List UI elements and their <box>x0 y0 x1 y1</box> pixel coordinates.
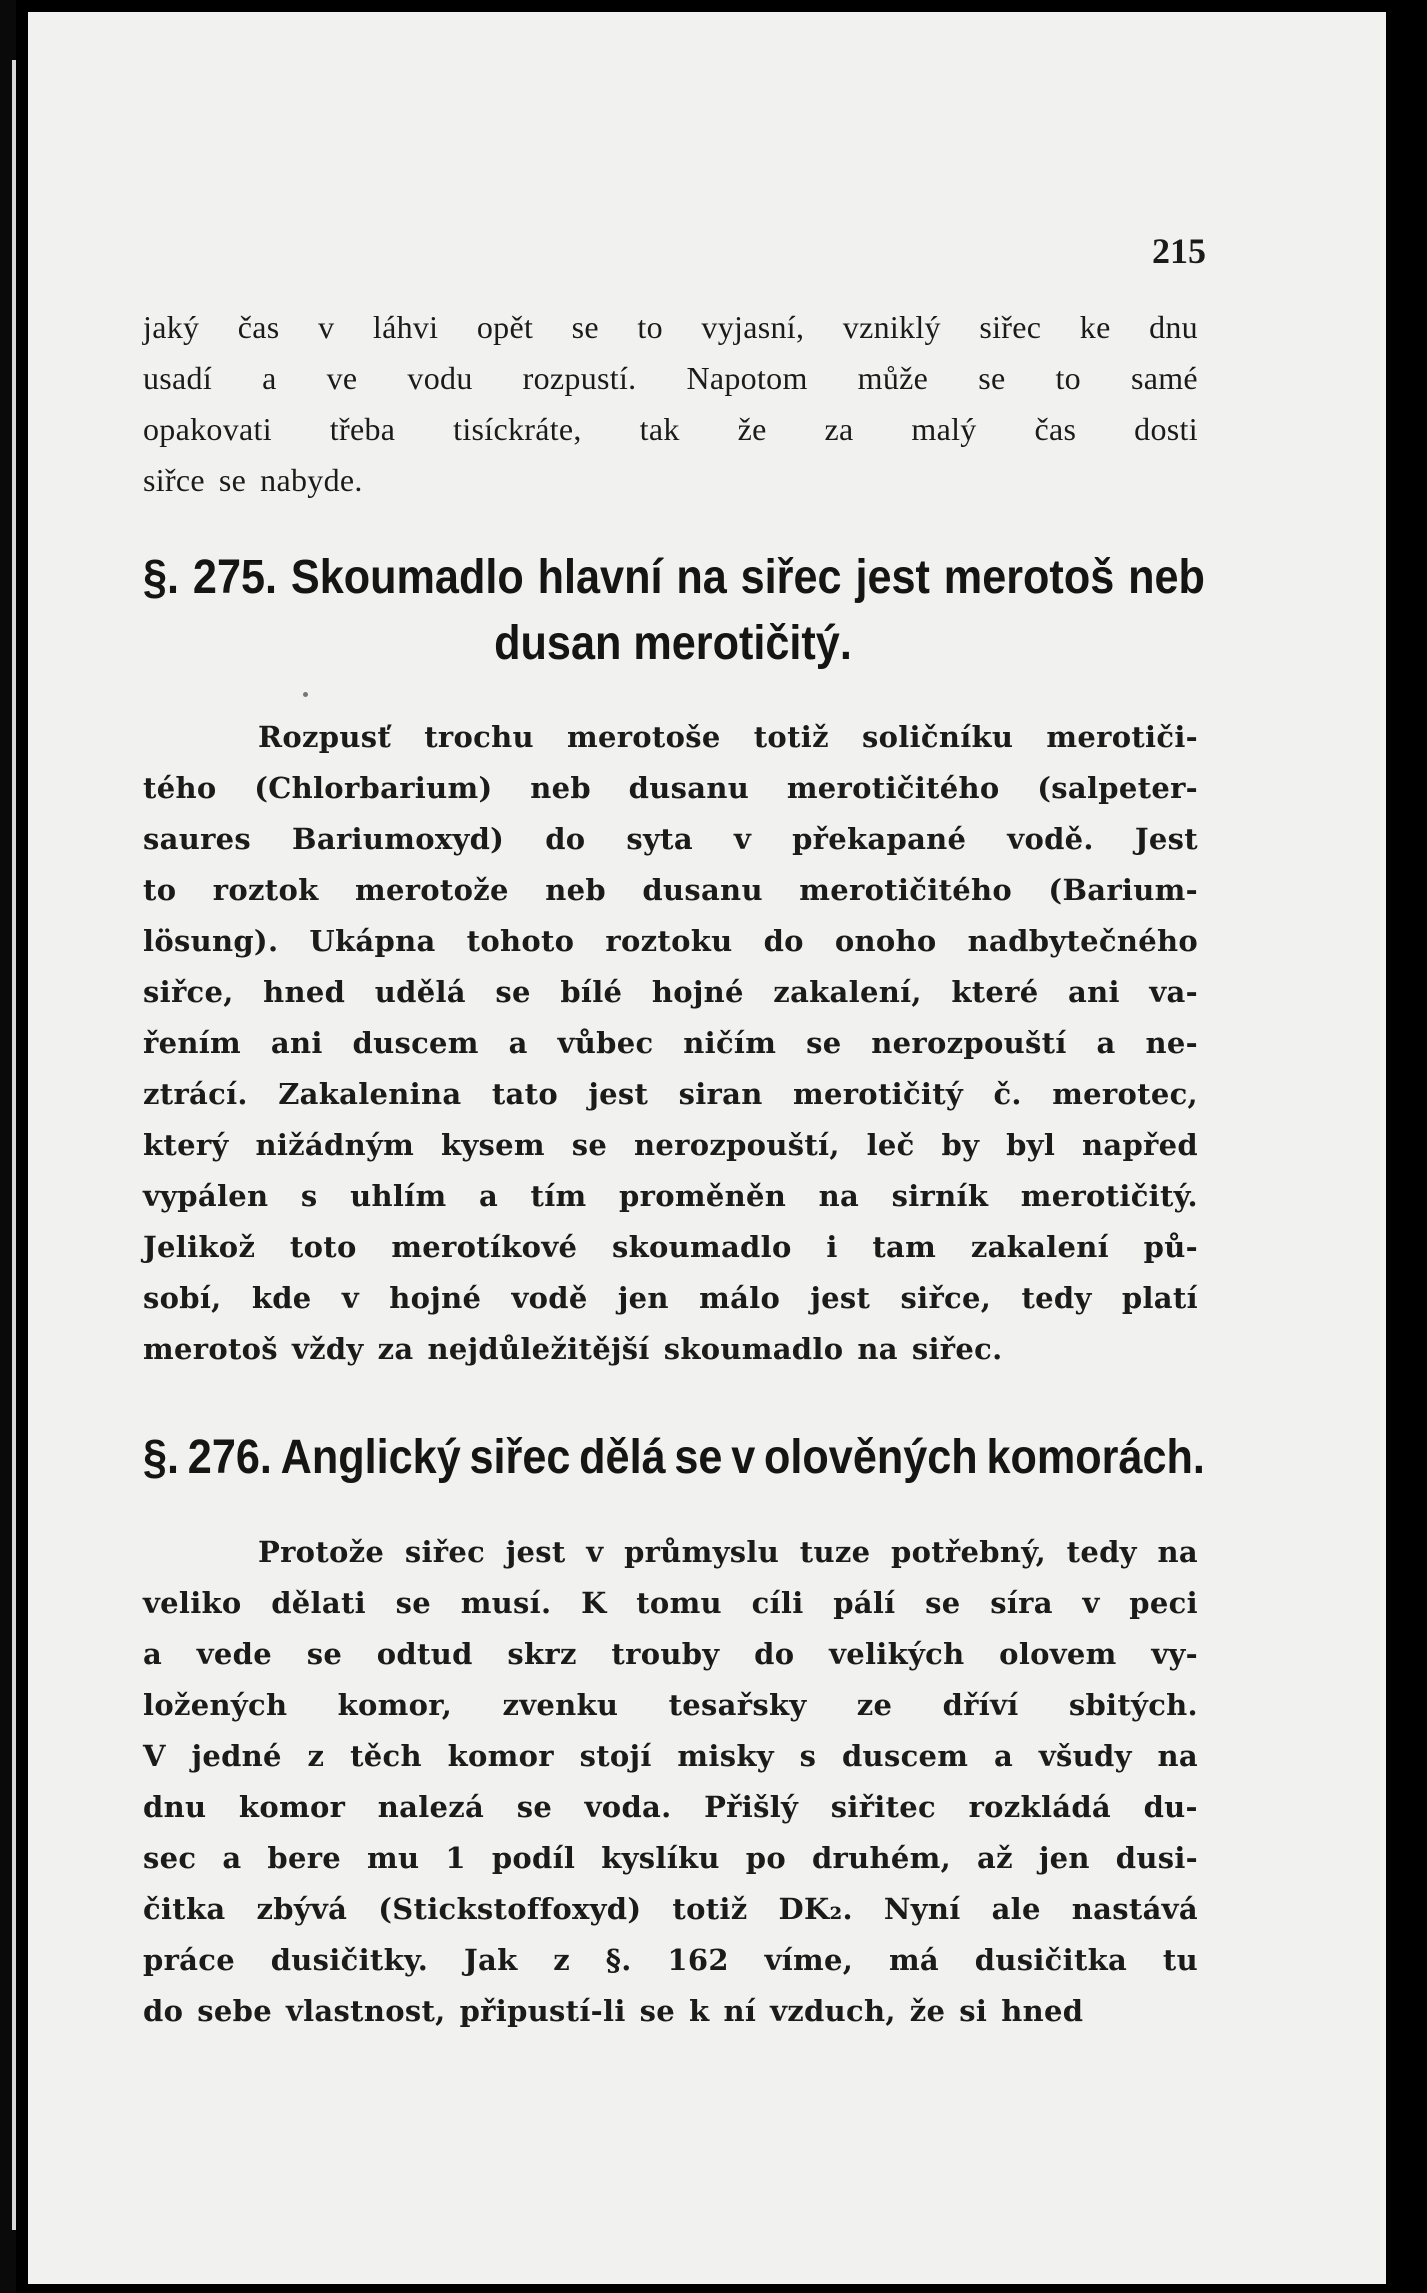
word: se <box>978 360 1006 396</box>
word: dosti <box>1134 411 1198 447</box>
word: se <box>495 975 531 1009</box>
word: merotoš <box>143 1332 278 1366</box>
word: v <box>733 822 752 856</box>
word: nabyde. <box>260 462 363 498</box>
word: vzduch, <box>770 1994 896 2028</box>
word: siřce, <box>143 975 234 1009</box>
word: siřce <box>143 462 205 498</box>
word: ničím <box>683 1026 777 1060</box>
heading-word: §. <box>143 551 180 604</box>
text-line <box>143 916 1198 967</box>
word: tohoto <box>466 924 575 958</box>
word: potřebný, <box>891 1535 1046 1569</box>
word: mu <box>367 1841 420 1875</box>
word: a <box>143 1637 163 1671</box>
word: cíli <box>751 1586 804 1620</box>
word: komor <box>447 1739 554 1773</box>
text-line <box>143 1578 1198 1629</box>
word: siřec. <box>911 1332 1003 1366</box>
word: (salpeter- <box>1037 771 1198 805</box>
word: se <box>925 1586 961 1620</box>
word: platí <box>1121 1281 1198 1315</box>
word: s <box>799 1739 817 1773</box>
word: (Stickstoffoxyd) <box>378 1892 642 1926</box>
word: Jelikož <box>143 1230 256 1264</box>
word: má <box>888 1943 940 1977</box>
word: dusičitky. <box>270 1943 429 1977</box>
word: a <box>222 1841 242 1875</box>
word: (Chlorbarium) <box>254 771 493 805</box>
text-line <box>143 1273 1198 1324</box>
word: na <box>1157 1535 1198 1569</box>
word: tomu <box>636 1586 722 1620</box>
word: dusanu <box>628 771 750 805</box>
word: čitka <box>143 1892 226 1926</box>
word: třeba <box>329 411 396 447</box>
word: vy- <box>1151 1637 1198 1671</box>
word: hned <box>1001 1994 1084 2028</box>
word: sirník <box>891 1179 989 1213</box>
word: olovem <box>999 1637 1117 1671</box>
word: nerozpouští, <box>633 1128 840 1162</box>
word: jen <box>617 1281 669 1315</box>
heading-word: hlavní <box>537 551 663 604</box>
word: siřce, <box>900 1281 992 1315</box>
word: vždy <box>291 1332 364 1366</box>
section-275-heading-line1 <box>143 547 1205 609</box>
text-line <box>143 302 1198 353</box>
word: ne- <box>1145 1026 1198 1060</box>
section-276-heading <box>143 1427 1203 1489</box>
word: musí. <box>460 1586 552 1620</box>
word: že <box>737 411 767 447</box>
word: Rozpusť <box>258 720 392 754</box>
word: peci <box>1129 1586 1198 1620</box>
word: kyslíku <box>601 1841 720 1875</box>
word: č. <box>993 1077 1022 1111</box>
word: málo <box>699 1281 781 1315</box>
word: toto <box>289 1230 357 1264</box>
word: v <box>1082 1586 1100 1620</box>
word: 162 <box>667 1943 729 1977</box>
word: skrz <box>507 1637 577 1671</box>
page-number: 215 <box>1152 231 1206 271</box>
word: bere <box>267 1841 342 1875</box>
word: vůbec <box>557 1026 654 1060</box>
word: nerozpouští <box>871 1026 1067 1060</box>
word: sec <box>143 1841 197 1875</box>
section-275-heading <box>143 547 1203 675</box>
heading-word: Anglický <box>280 1431 461 1484</box>
word: nalezá <box>377 1790 485 1824</box>
heading-word: §. <box>143 1431 180 1484</box>
word: jaký <box>143 309 200 345</box>
word: ze <box>856 1688 893 1722</box>
paragraph-continuation <box>143 302 1198 506</box>
word: totiž <box>753 720 829 754</box>
text-line <box>143 1171 1198 1222</box>
word: sbitých. <box>1068 1688 1198 1722</box>
heading-word: 276. <box>187 1431 272 1484</box>
word: zakalení, <box>773 975 922 1009</box>
word: merotože <box>354 873 509 907</box>
text-line <box>143 353 1198 404</box>
heading-word: olověných <box>764 1431 978 1484</box>
word: který <box>143 1128 229 1162</box>
heading-word: v <box>731 1431 756 1484</box>
word: na <box>857 1332 898 1366</box>
word: vodě. <box>1007 822 1094 856</box>
word: duscem <box>352 1026 479 1060</box>
word: va- <box>1149 975 1198 1009</box>
heading-word: Skoumadlo <box>290 551 524 604</box>
word: řením <box>143 1026 242 1060</box>
word: víme, <box>764 1943 854 1977</box>
word: že <box>909 1994 946 2028</box>
text-line <box>143 712 1198 763</box>
word: z <box>307 1739 325 1773</box>
word: to <box>143 873 177 907</box>
word: vypálen <box>143 1179 269 1213</box>
word: merotíkové <box>391 1230 578 1264</box>
word: Jak <box>463 1943 518 1977</box>
word: hojné <box>389 1281 482 1315</box>
word: malý <box>911 411 977 447</box>
word: V <box>143 1739 166 1773</box>
text-line <box>143 1629 1198 1680</box>
word: si <box>959 1994 988 2028</box>
word: překapané <box>792 822 967 856</box>
paragraph-section-275 <box>143 712 1198 1375</box>
word: v <box>318 309 335 345</box>
book-page <box>28 12 1386 2284</box>
word: bílé <box>560 975 623 1009</box>
word: kysem <box>440 1128 545 1162</box>
word: tedy <box>1066 1535 1137 1569</box>
word: ve <box>326 360 358 396</box>
word: dnu <box>143 1790 207 1824</box>
word: čas <box>1034 411 1077 447</box>
word: ztrácí. <box>143 1077 248 1111</box>
text-line <box>143 1782 1198 1833</box>
word: siřitec <box>830 1790 936 1824</box>
word: uhlím <box>350 1179 447 1213</box>
word: po <box>745 1841 787 1875</box>
word: neb <box>530 771 591 805</box>
word: udělá <box>374 975 466 1009</box>
word: vodě <box>511 1281 588 1315</box>
word: tesařsky <box>668 1688 807 1722</box>
word: podíl <box>491 1841 576 1875</box>
heading-word: jest <box>855 551 930 604</box>
word: 1 <box>445 1841 466 1875</box>
word: proměněn <box>619 1179 787 1213</box>
word: na <box>818 1179 860 1213</box>
word: se <box>218 462 247 498</box>
heading-word: komorách. <box>986 1431 1205 1484</box>
word: byl <box>1006 1128 1056 1162</box>
text-line <box>143 814 1198 865</box>
heading-word: 275. <box>192 551 278 604</box>
text-line <box>143 1680 1198 1731</box>
word: v <box>586 1535 604 1569</box>
previous-page-edge <box>12 60 16 2230</box>
paragraph-section-276 <box>143 1527 1198 2037</box>
word: DK₂. <box>778 1892 853 1926</box>
word: a <box>994 1739 1014 1773</box>
text-line <box>143 967 1198 1018</box>
heading-word: na <box>676 551 727 604</box>
word: tato <box>491 1077 558 1111</box>
text-line <box>143 1884 1198 1935</box>
word: těch <box>350 1739 422 1773</box>
text-line <box>143 1222 1198 1273</box>
word: lösung). <box>143 924 279 958</box>
word: se <box>571 309 599 345</box>
heading-word: se <box>674 1431 723 1484</box>
word: dusičitka <box>974 1943 1128 1977</box>
word: z <box>553 1943 571 1977</box>
text-line <box>143 763 1198 814</box>
word: nejdůležitější <box>427 1332 650 1366</box>
word: vyjasní, <box>701 309 805 345</box>
text-line <box>143 1018 1198 1069</box>
word: leč <box>866 1128 915 1162</box>
text-line <box>143 1527 1198 1578</box>
word: merotoše <box>566 720 721 754</box>
word: do <box>143 1994 184 2028</box>
word: se <box>806 1026 842 1060</box>
word: tedy <box>1021 1281 1092 1315</box>
section-275-heading-line2: dusan merotičitý. <box>494 617 852 670</box>
word: k <box>689 1994 710 2028</box>
ink-speck <box>303 692 308 697</box>
word: průmyslu <box>624 1535 780 1569</box>
word: dnu <box>1149 309 1198 345</box>
word: to <box>1055 360 1081 396</box>
word: syta <box>626 822 693 856</box>
word: onoho <box>834 924 937 958</box>
word: siřec <box>404 1535 486 1569</box>
word: dříví <box>942 1688 1019 1722</box>
word: Protože <box>258 1535 385 1569</box>
word: za <box>377 1332 414 1366</box>
word: duscem <box>841 1739 969 1773</box>
word: misky <box>677 1739 774 1773</box>
word: rozpustí. <box>522 360 637 396</box>
word: dělati <box>271 1586 366 1620</box>
word: pálí <box>833 1586 896 1620</box>
word: Jest <box>1134 822 1198 856</box>
text-line <box>143 865 1198 916</box>
word: a <box>508 1026 528 1060</box>
text-line <box>143 1069 1198 1120</box>
word: §. <box>605 1943 632 1977</box>
word: se <box>639 1994 676 2028</box>
word: tu <box>1162 1943 1198 1977</box>
word: až <box>977 1841 1013 1875</box>
word: do <box>545 822 586 856</box>
word: merotičitý <box>792 1077 964 1111</box>
word: totiž <box>672 1892 748 1926</box>
word: K <box>581 1586 607 1620</box>
word: nadbytečného <box>967 924 1198 958</box>
word: kde <box>251 1281 312 1315</box>
word: připustí-li <box>459 1994 626 2028</box>
word: dusanu <box>642 873 763 907</box>
word: samé <box>1130 360 1198 396</box>
word: které <box>951 975 1039 1009</box>
word: tuze <box>799 1535 871 1569</box>
word: do <box>754 1637 795 1671</box>
word: síra <box>990 1586 1053 1620</box>
word: by <box>941 1128 980 1162</box>
text-line <box>143 1120 1198 1171</box>
word: všudy <box>1038 1739 1132 1773</box>
heading-word: dělá <box>579 1431 666 1484</box>
text-line <box>143 1935 1198 1986</box>
word: Zakalenina <box>278 1077 462 1111</box>
word: usadí <box>143 360 213 396</box>
text-line <box>143 455 1198 506</box>
word: Přišlý <box>704 1790 799 1824</box>
word: na <box>1157 1739 1198 1773</box>
word: soličníku <box>861 720 1014 754</box>
word: v <box>341 1281 359 1315</box>
word: skoumadlo <box>663 1332 844 1366</box>
word: i <box>826 1230 838 1264</box>
text-line <box>143 1731 1198 1782</box>
word: vlastnost, <box>285 1994 446 2028</box>
word: a <box>478 1179 499 1213</box>
scan-right-border <box>1386 0 1427 2293</box>
word: opakovati <box>143 411 272 447</box>
word: rozkládá <box>968 1790 1112 1824</box>
word: práce <box>143 1943 235 1977</box>
word: merotičitý. <box>1020 1179 1198 1213</box>
word: čas <box>237 309 280 345</box>
word: hojné <box>651 975 744 1009</box>
text-line <box>143 1986 1198 2037</box>
word: to <box>637 309 663 345</box>
word: ani <box>270 1026 323 1060</box>
word: siřec <box>979 309 1042 345</box>
word: zbývá <box>256 1892 348 1926</box>
word: ložených <box>143 1688 288 1722</box>
word: (Barium- <box>1048 873 1198 907</box>
word: veliko <box>143 1586 242 1620</box>
word: merotičitého <box>786 771 1000 805</box>
word: jen <box>1038 1841 1090 1875</box>
word: saures <box>143 822 252 856</box>
word: dusi- <box>1115 1841 1198 1875</box>
word: ní <box>723 1994 757 2028</box>
word: napřed <box>1082 1128 1198 1162</box>
heading-word: merotoš <box>943 551 1115 604</box>
word: ani <box>1068 975 1120 1009</box>
word: vede <box>196 1637 273 1671</box>
word: do <box>763 924 804 958</box>
word: tisíckráte, <box>453 411 582 447</box>
word: trouby <box>611 1637 720 1671</box>
heading-word: siřec <box>740 551 842 604</box>
word: voda. <box>584 1790 672 1824</box>
word: merotiči- <box>1046 720 1198 754</box>
word: trochu <box>424 720 534 754</box>
word: Bariumoxyd) <box>292 822 505 856</box>
word: za <box>824 411 854 447</box>
word: se <box>571 1128 608 1162</box>
word: nastává <box>1071 1892 1198 1926</box>
word: ke <box>1079 309 1111 345</box>
word: vzniklý <box>842 309 941 345</box>
word: se <box>395 1586 432 1620</box>
word: jest <box>588 1077 649 1111</box>
word: tak <box>639 411 680 447</box>
word: merotičitého <box>799 873 1012 907</box>
word: tam <box>872 1230 937 1264</box>
word: jedné <box>191 1739 282 1773</box>
word: roztoku <box>605 924 733 958</box>
word: sebe <box>197 1994 272 2028</box>
word: siran <box>678 1077 763 1111</box>
word: zakalení <box>970 1230 1109 1264</box>
word: nižádným <box>255 1128 415 1162</box>
word: komor, <box>337 1688 453 1722</box>
word: Nyní <box>883 1892 961 1926</box>
word: Napotom <box>686 360 808 396</box>
word: s <box>300 1179 318 1213</box>
word: merotec, <box>1052 1077 1198 1111</box>
word: tého <box>143 771 217 805</box>
word: pů- <box>1143 1230 1198 1264</box>
word: stojí <box>579 1739 652 1773</box>
word: a <box>1096 1026 1116 1060</box>
word: odtud <box>376 1637 473 1671</box>
word: opět <box>476 309 534 345</box>
word: roztok <box>212 873 319 907</box>
word: hned <box>263 975 346 1009</box>
word: láhvi <box>372 309 439 345</box>
word: jest <box>810 1281 871 1315</box>
word: du- <box>1143 1790 1198 1824</box>
word: komor <box>238 1790 346 1824</box>
word: může <box>857 360 929 396</box>
word: ale <box>991 1892 1041 1926</box>
heading-word: siřec <box>469 1431 571 1484</box>
text-line <box>143 1324 1198 1375</box>
text-line <box>143 1833 1198 1884</box>
heading-word: neb <box>1128 551 1205 604</box>
word: se <box>516 1790 553 1824</box>
word: jest <box>505 1535 566 1569</box>
word: se <box>306 1637 343 1671</box>
section-276-heading-line1 <box>143 1427 1205 1489</box>
word: Ukápna <box>309 924 436 958</box>
word: velikých <box>829 1637 965 1671</box>
word: skoumadlo <box>611 1230 792 1264</box>
word: tím <box>530 1179 587 1213</box>
word: sobí, <box>143 1281 222 1315</box>
word: neb <box>545 873 606 907</box>
word: zvenku <box>502 1688 619 1722</box>
word: druhém, <box>811 1841 952 1875</box>
word: a <box>262 360 277 396</box>
word: vodu <box>407 360 473 396</box>
text-line <box>143 404 1198 455</box>
